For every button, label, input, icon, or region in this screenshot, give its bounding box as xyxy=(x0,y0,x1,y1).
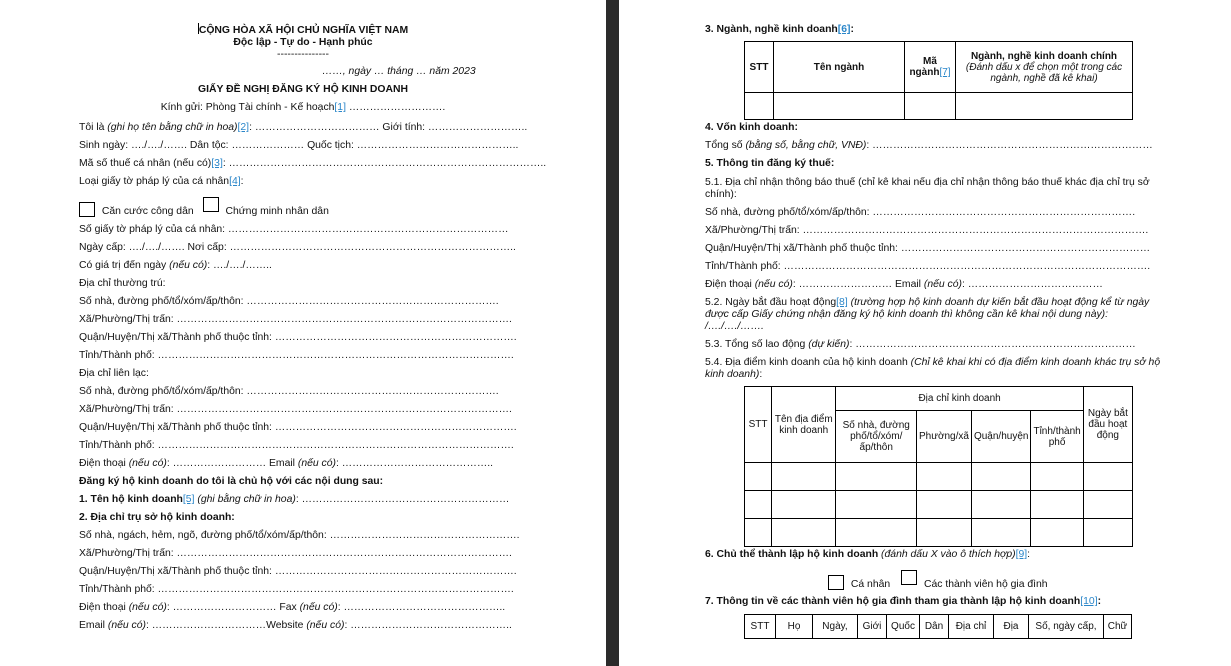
label-cccd: Căn cước công dân xyxy=(101,206,194,217)
t7-header-gender: Giới xyxy=(858,615,887,639)
field-perm-district[interactable]: Quận/Huyện/Thị xã/Thành phố thuộc tỉnh: ……………………………………………………………. xyxy=(79,332,517,343)
field-tax-district[interactable]: Quận/Huyện/Thị xã/Thành phố thuộc tỉnh: ……………………………………………………………… xyxy=(705,243,1151,254)
field-perm-street[interactable]: Số nhà, đường phố/tổ/xóm/ấp/thôn: ………………………………………………………………. xyxy=(79,296,499,307)
section-5-heading: 5. Thông tin đăng ký thuế: xyxy=(705,158,835,169)
checkbox-cmnd[interactable] xyxy=(203,197,219,212)
t54-cell[interactable] xyxy=(836,519,917,547)
national-motto: Độc lập - Tự do - Hạnh phúc xyxy=(233,37,373,48)
business-lines-table xyxy=(744,41,1133,120)
t54-cell[interactable] xyxy=(1083,519,1132,547)
members-table xyxy=(744,614,1132,639)
t7-header-address: Địa chỉ xyxy=(949,615,994,639)
t3-header-main: Ngành, nghề kinh doanh chính (Đánh dấu x để chọn một trong các ngành, nghề đã kê khai) xyxy=(956,42,1133,93)
t54-cell[interactable] xyxy=(836,463,917,491)
footnote-ref-3[interactable]: [3] xyxy=(211,158,223,169)
field-id-number[interactable]: Số giấy tờ pháp lý của cá nhân: ……………………………………………………………………… xyxy=(79,224,509,235)
t54-cell[interactable] xyxy=(971,519,1031,547)
footnote-ref-9[interactable]: [9] xyxy=(1015,549,1028,560)
t54-header-stt: STT xyxy=(745,387,772,463)
section-2-heading: 2. Địa chỉ trụ sở hộ kinh doanh: xyxy=(79,512,235,523)
footnote-ref-8[interactable]: [8] xyxy=(836,297,848,308)
recipient-line: Kính gửi: Phòng Tài chính - Kế hoạch[1] ………………………. xyxy=(160,102,446,113)
field-tax-province[interactable]: Tỉnh/Thành phố: ……………………………………………………………………………………………. xyxy=(705,261,1151,272)
t7-header-nationality: Quốc xyxy=(887,615,920,639)
t3-cell[interactable] xyxy=(956,93,1133,120)
label-individual: Cá nhân xyxy=(850,579,891,590)
t7-header-name: Họ xyxy=(776,615,813,639)
field-hq-email-website[interactable]: Email (nếu có): ……………………………Website (nếu có): ……………………………………….. xyxy=(79,620,512,631)
t54-cell[interactable] xyxy=(745,463,772,491)
t7-header-dob: Ngày, xyxy=(813,615,858,639)
footnote-ref-2[interactable]: [2] xyxy=(237,122,250,133)
register-intro: Đăng ký hộ kinh doanh do tôi là chủ hộ với các nội dung sau: xyxy=(79,476,384,487)
t3-header-code: Mã ngành[7] xyxy=(905,42,956,93)
header-rule: --------------- xyxy=(277,49,329,60)
field-hq-street[interactable]: Số nhà, ngách, hẻm, ngõ, đường phố/tổ/xóm/ấp/thôn: ………………………………………………. xyxy=(79,530,520,541)
field-hq-phone-fax[interactable]: Điện thoại (nếu có): ………………………… Fax (nếu có): ……………………………………….. xyxy=(79,602,506,613)
checkbox-individual[interactable] xyxy=(828,575,844,590)
field-business-name[interactable]: 1. Tên hộ kinh doanh[5] (ghi bằng chữ in hoa): …………………………………………………… xyxy=(79,494,510,505)
footnote-ref-6[interactable]: [6] xyxy=(837,24,851,35)
section-7-heading: 7. Thông tin về các thành viên hộ gia đình tham gia thành lập hộ kinh doanh[10]: xyxy=(705,596,1102,607)
t7-header-ethnicity: Dân xyxy=(920,615,949,639)
t54-cell[interactable] xyxy=(772,463,836,491)
t54-cell[interactable] xyxy=(772,491,836,519)
t54-cell[interactable] xyxy=(745,491,772,519)
t54-cell[interactable] xyxy=(917,491,972,519)
t7-header-id-issue: Số, ngày cấp, xyxy=(1029,615,1104,639)
founder-options xyxy=(828,570,1048,591)
t54-cell[interactable] xyxy=(1031,519,1083,547)
field-contact-street[interactable]: Số nhà, đường phố/tổ/xóm/ấp/thôn: ………………………………………………………………. xyxy=(79,386,499,397)
s51-line1: 5.1. Địa chỉ nhận thông báo thuế (chỉ kê khai nếu địa chỉ nhận thông báo thuế khác địa chỉ trụ sở xyxy=(705,177,1150,188)
form-page-left xyxy=(0,0,606,666)
field-tax-phone-email[interactable]: Điện thoại (nếu có): ……………………… Email (nếu có): ………………………………… xyxy=(705,279,1103,290)
field-tax-code[interactable]: Mã số thuế cá nhân (nếu có)[3]: ……………………………………………………………………………….. xyxy=(79,158,547,169)
t7-header-stt: STT xyxy=(745,615,776,639)
field-birth-ethnicity-nationality[interactable]: Sinh ngày: …./…./……. Dân tộc: ………………… Quốc tịch: ……………………………………….. xyxy=(79,140,519,151)
s54-line2: kinh doanh): xyxy=(705,369,763,380)
t54-cell[interactable] xyxy=(971,491,1031,519)
field-capital-total[interactable]: Tổng số (bằng số, bằng chữ, VNĐ): ……………………………………………………………………… xyxy=(705,140,1153,151)
s52-line2: được cấp Giấy chứng nhận đăng ký hộ kinh doanh thì không cần kê khai nội dung này): xyxy=(705,309,1109,320)
field-contact-province[interactable]: Tỉnh/Thành phố: …………………………………………………………………………………………. xyxy=(79,440,514,451)
form-title: GIẤY ĐỀ NGHỊ ĐĂNG KÝ HỘ KINH DOANH xyxy=(198,84,408,95)
page-gap xyxy=(606,0,619,666)
t54-header-start: Ngày bắt đầu hoạt động xyxy=(1083,387,1132,463)
national-title: CỘNG HÒA XÃ HỘI CHỦ NGHĨA VIỆT NAM xyxy=(198,25,409,36)
field-hq-ward[interactable]: Xã/Phường/Thị trấn: ……………………………………………………………………………………. xyxy=(79,548,512,559)
form-page-right xyxy=(619,0,1231,666)
t54-cell[interactable] xyxy=(745,519,772,547)
t54-cell[interactable] xyxy=(971,463,1031,491)
footnote-ref-1[interactable]: [1] xyxy=(334,102,346,113)
field-hq-district[interactable]: Quận/Huyện/Thị xã/Thành phố thuộc tỉnh: ……………………………………………………………. xyxy=(79,566,517,577)
checkbox-household[interactable] xyxy=(901,570,917,585)
footnote-ref-7[interactable]: [7] xyxy=(939,67,951,78)
field-perm-ward[interactable]: Xã/Phường/Thị trấn: ……………………………………………………………………………………. xyxy=(79,314,512,325)
field-full-name[interactable]: Tôi là (ghi họ tên bằng chữ in hoa)[2]: ……………………………… Giới tính: ……………………….. xyxy=(79,122,528,133)
t7-header-address2: Địa xyxy=(994,615,1029,639)
id-type-options xyxy=(79,197,329,218)
field-id-expiry[interactable]: Có giá trị đến ngày (nếu có): …./…./…….. xyxy=(79,260,272,271)
label-cmnd: Chứng minh nhân dân xyxy=(225,206,329,217)
t54-cell[interactable] xyxy=(1083,463,1132,491)
s54-line1: 5.4. Địa điểm kinh doanh của hộ kinh doanh (Chỉ kê khai khi có địa điểm kinh doanh khác trụ sở hộ xyxy=(705,357,1161,368)
t3-header-name: Tên ngành xyxy=(774,42,905,93)
s51-line2: chính): xyxy=(705,189,737,200)
contact-address-heading: Địa chỉ liên lạc: xyxy=(79,368,149,379)
t54-header-province: Tỉnh/thành phố xyxy=(1031,411,1083,463)
footnote-ref-5[interactable]: [5] xyxy=(182,494,195,505)
t54-header-name: Tên địa điểm kinh doanh xyxy=(772,387,836,463)
field-labor-count[interactable]: 5.3. Tổng số lao động (dự kiến): ……………………………………………………………………… xyxy=(705,339,1136,350)
field-contact-ward[interactable]: Xã/Phường/Thị trấn: ……………………………………………………………………………………. xyxy=(79,404,512,415)
label-household: Các thành viên hộ gia đình xyxy=(923,579,1048,590)
t54-header-district: Quận/huyện xyxy=(971,411,1031,463)
section-4-heading: 4. Vốn kinh doanh: xyxy=(705,122,798,133)
t3-cell[interactable] xyxy=(774,93,905,120)
t3-cell[interactable] xyxy=(905,93,956,120)
permanent-address-heading: Địa chỉ thường trú: xyxy=(79,278,166,289)
section-6-heading: 6. Chủ thể thành lập hộ kinh doanh (đánh dấu X vào ô thích hợp)[9]: xyxy=(705,549,1031,560)
t54-header-address: Địa chỉ kinh doanh xyxy=(836,387,1083,411)
field-tax-ward[interactable]: Xã/Phường/Thị trấn: ………………………………………………………………………………………. xyxy=(705,225,1149,236)
t54-cell[interactable] xyxy=(1031,491,1083,519)
field-id-type: Loại giấy tờ pháp lý của cá nhân[4]: xyxy=(79,176,244,187)
field-phone-email[interactable]: Điện thoại (nếu có): ……………………… Email (nếu có): …………………………………….. xyxy=(79,458,494,469)
t54-cell[interactable] xyxy=(1083,491,1132,519)
t3-cell[interactable] xyxy=(745,93,774,120)
section-3-heading: 3. Ngành, nghề kinh doanh[6]: xyxy=(705,24,854,35)
footnote-ref-10[interactable]: [10] xyxy=(1080,596,1098,607)
t54-cell[interactable] xyxy=(917,463,972,491)
footnote-ref-4[interactable]: [4] xyxy=(229,176,241,187)
t54-header-ward: Phường/xã xyxy=(917,411,972,463)
t54-header-street: Số nhà, đường phố/tổ/xóm/ấp/thôn xyxy=(836,411,917,463)
field-contact-district[interactable]: Quận/Huyện/Thị xã/Thành phố thuộc tỉnh: ……………………………………………………………. xyxy=(79,422,517,433)
business-locations-table xyxy=(744,386,1133,547)
field-start-date[interactable]: /…./…./……. xyxy=(705,321,764,332)
t7-header-signature: Chữ xyxy=(1104,615,1132,639)
t54-cell[interactable] xyxy=(917,519,972,547)
t54-cell[interactable] xyxy=(772,519,836,547)
checkbox-cccd[interactable] xyxy=(79,202,95,217)
s52-line1: 5.2. Ngày bắt đầu hoạt động[8] (trường hợp hộ kinh doanh dự kiến bắt đầu hoạt động kể từ ngày xyxy=(705,297,1150,308)
field-tax-street[interactable]: Số nhà, đường phố/tổ/xóm/ấp/thôn: …………………………………………………………………. xyxy=(705,207,1136,218)
t54-cell[interactable] xyxy=(1031,463,1083,491)
field-id-issue[interactable]: Ngày cấp: …./…./……. Nơi cấp: ……………………………………………………………………….. xyxy=(79,242,516,253)
date-line: ……, ngày … tháng … năm 2023 xyxy=(322,66,476,77)
t3-header-stt: STT xyxy=(745,42,774,93)
t54-cell[interactable] xyxy=(836,491,917,519)
field-hq-province[interactable]: Tỉnh/Thành phố: …………………………………………………………………………………………. xyxy=(79,584,514,595)
field-perm-province[interactable]: Tỉnh/Thành phố: …………………………………………………………………………………………. xyxy=(79,350,514,361)
